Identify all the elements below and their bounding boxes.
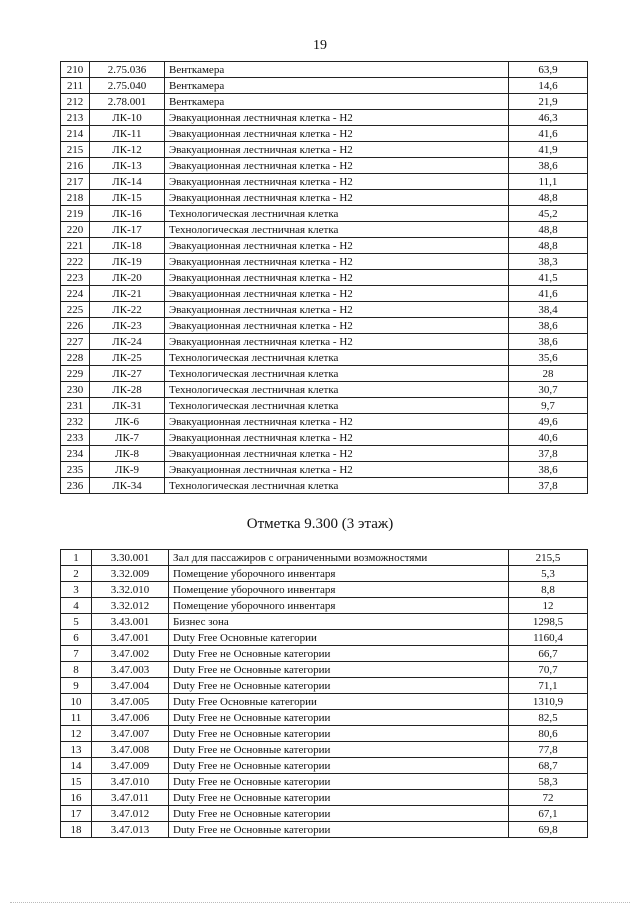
row-number: 7 — [61, 646, 92, 662]
table-row — [61, 158, 588, 174]
room-area: 46,3 — [509, 110, 588, 126]
row-number: 5 — [61, 614, 92, 630]
table-row — [61, 646, 588, 662]
page-number: 19 — [313, 38, 327, 53]
table-row — [61, 142, 588, 158]
room-code: ЛК-24 — [90, 334, 165, 350]
table-row — [61, 302, 588, 318]
row-number: 218 — [61, 190, 90, 206]
table-row — [61, 790, 588, 806]
row-number: 230 — [61, 382, 90, 398]
table-row — [61, 174, 588, 190]
room-area: 8,8 — [509, 582, 588, 598]
room-name: Эвакуационная лестничная клетка - Н2 — [165, 446, 509, 462]
table-row — [61, 726, 588, 742]
table-row — [61, 566, 588, 582]
row-number: 12 — [61, 726, 92, 742]
room-name: Технологическая лестничная клетка — [165, 222, 509, 238]
room-name: Технологическая лестничная клетка — [165, 398, 509, 414]
room-area: 215,5 — [509, 550, 588, 566]
table-row — [61, 414, 588, 430]
table-row — [61, 742, 588, 758]
room-area: 48,8 — [509, 222, 588, 238]
room-code: 3.47.005 — [92, 694, 169, 710]
row-number: 235 — [61, 462, 90, 478]
room-name: Duty Free Основные категории — [169, 630, 509, 646]
room-code: 3.32.010 — [92, 582, 169, 598]
row-number: 11 — [61, 710, 92, 726]
room-name: Эвакуационная лестничная клетка - Н2 — [165, 414, 509, 430]
room-area: 80,6 — [509, 726, 588, 742]
room-name: Эвакуационная лестничная клетка - Н2 — [165, 110, 509, 126]
table-row — [61, 430, 588, 446]
room-name: Duty Free Основные категории — [169, 694, 509, 710]
room-name: Duty Free не Основные категории — [169, 790, 509, 806]
room-area: 63,9 — [509, 62, 588, 78]
room-name: Duty Free не Основные категории — [169, 742, 509, 758]
table-row — [61, 630, 588, 646]
room-code: 3.30.001 — [92, 550, 169, 566]
room-name: Эвакуационная лестничная клетка - Н2 — [165, 286, 509, 302]
table-row — [61, 462, 588, 478]
room-area: 48,8 — [509, 238, 588, 254]
table-row — [61, 550, 588, 566]
room-code: ЛК-22 — [90, 302, 165, 318]
row-number: 222 — [61, 254, 90, 270]
room-code: ЛК-25 — [90, 350, 165, 366]
room-area: 66,7 — [509, 646, 588, 662]
row-number: 8 — [61, 662, 92, 678]
room-code: 3.47.009 — [92, 758, 169, 774]
room-area: 30,7 — [509, 382, 588, 398]
room-code: 3.47.012 — [92, 806, 169, 822]
room-name: Помещение уборочного инвентаря — [169, 598, 509, 614]
room-code: 2.75.040 — [90, 78, 165, 94]
room-code: ЛК-34 — [90, 478, 165, 494]
room-area: 1160,4 — [509, 630, 588, 646]
room-code: ЛК-12 — [90, 142, 165, 158]
rooms-table-level-3 — [60, 549, 588, 838]
row-number: 226 — [61, 318, 90, 334]
room-name: Duty Free не Основные категории — [169, 678, 509, 694]
row-number: 10 — [61, 694, 92, 710]
room-area: 14,6 — [509, 78, 588, 94]
room-code: ЛК-13 — [90, 158, 165, 174]
room-area: 48,8 — [509, 190, 588, 206]
room-name: Эвакуационная лестничная клетка - Н2 — [165, 302, 509, 318]
table-row — [61, 710, 588, 726]
room-code: ЛК-23 — [90, 318, 165, 334]
room-code: ЛК-16 — [90, 206, 165, 222]
room-code: 3.47.011 — [92, 790, 169, 806]
table-row — [61, 238, 588, 254]
room-area: 41,6 — [509, 286, 588, 302]
room-name: Эвакуационная лестничная клетка - Н2 — [165, 334, 509, 350]
row-number: 15 — [61, 774, 92, 790]
room-name: Венткамера — [165, 94, 509, 110]
room-name: Венткамера — [165, 62, 509, 78]
row-number: 233 — [61, 430, 90, 446]
room-area: 38,4 — [509, 302, 588, 318]
table-row — [61, 350, 588, 366]
row-number: 9 — [61, 678, 92, 694]
room-name: Duty Free не Основные категории — [169, 758, 509, 774]
room-area: 12 — [509, 598, 588, 614]
table-row — [61, 694, 588, 710]
room-code: ЛК-7 — [90, 430, 165, 446]
room-code: 3.32.009 — [92, 566, 169, 582]
room-code: ЛК-19 — [90, 254, 165, 270]
room-area: 38,3 — [509, 254, 588, 270]
room-name: Технологическая лестничная клетка — [165, 366, 509, 382]
room-code: ЛК-14 — [90, 174, 165, 190]
table-row — [61, 366, 588, 382]
room-code: ЛК-27 — [90, 366, 165, 382]
room-code: ЛК-6 — [90, 414, 165, 430]
room-code: 3.43.001 — [92, 614, 169, 630]
room-area: 68,7 — [509, 758, 588, 774]
room-name: Duty Free не Основные категории — [169, 806, 509, 822]
room-name: Duty Free не Основные категории — [169, 726, 509, 742]
room-area: 49,6 — [509, 414, 588, 430]
room-code: ЛК-31 — [90, 398, 165, 414]
row-number: 4 — [61, 598, 92, 614]
room-area: 41,6 — [509, 126, 588, 142]
rooms-table-body — [61, 550, 588, 838]
room-name: Помещение уборочного инвентаря — [169, 566, 509, 582]
room-code: 3.47.004 — [92, 678, 169, 694]
row-number: 211 — [61, 78, 90, 94]
row-number: 232 — [61, 414, 90, 430]
room-area: 11,1 — [509, 174, 588, 190]
room-area: 35,6 — [509, 350, 588, 366]
table-row — [61, 62, 588, 78]
room-area: 38,6 — [509, 158, 588, 174]
room-name: Эвакуационная лестничная клетка - Н2 — [165, 462, 509, 478]
table-row — [61, 382, 588, 398]
table-row — [61, 286, 588, 302]
room-code: 3.47.010 — [92, 774, 169, 790]
room-code: ЛК-15 — [90, 190, 165, 206]
table-row — [61, 254, 588, 270]
room-name: Эвакуационная лестничная клетка - Н2 — [165, 190, 509, 206]
rooms-table-level-2 — [60, 61, 588, 494]
room-name: Эвакуационная лестничная клетка - Н2 — [165, 174, 509, 190]
room-name: Эвакуационная лестничная клетка - Н2 — [165, 126, 509, 142]
row-number: 17 — [61, 806, 92, 822]
room-name: Технологическая лестничная клетка — [165, 206, 509, 222]
row-number: 18 — [61, 822, 92, 838]
row-number: 223 — [61, 270, 90, 286]
table-row — [61, 478, 588, 494]
row-number: 1 — [61, 550, 92, 566]
table-row — [61, 446, 588, 462]
table-row — [61, 78, 588, 94]
room-area: 67,1 — [509, 806, 588, 822]
table-row — [61, 398, 588, 414]
row-number: 6 — [61, 630, 92, 646]
room-name: Помещение уборочного инвентаря — [169, 582, 509, 598]
room-code: ЛК-21 — [90, 286, 165, 302]
room-code: ЛК-11 — [90, 126, 165, 142]
row-number: 225 — [61, 302, 90, 318]
room-name: Венткамера — [165, 78, 509, 94]
table-row — [61, 190, 588, 206]
room-code: ЛК-18 — [90, 238, 165, 254]
row-number: 216 — [61, 158, 90, 174]
room-code: 3.47.001 — [92, 630, 169, 646]
table-row — [61, 758, 588, 774]
room-area: 72 — [509, 790, 588, 806]
row-number: 213 — [61, 110, 90, 126]
room-name: Технологическая лестничная клетка — [165, 478, 509, 494]
room-code: ЛК-20 — [90, 270, 165, 286]
room-area: 28 — [509, 366, 588, 382]
room-name: Эвакуационная лестничная клетка - Н2 — [165, 238, 509, 254]
row-number: 219 — [61, 206, 90, 222]
room-code: ЛК-17 — [90, 222, 165, 238]
room-area: 71,1 — [509, 678, 588, 694]
room-name: Технологическая лестничная клетка — [165, 350, 509, 366]
room-code: 3.47.002 — [92, 646, 169, 662]
room-code: 3.32.012 — [92, 598, 169, 614]
room-name: Duty Free не Основные категории — [169, 646, 509, 662]
table-row — [61, 614, 588, 630]
row-number: 221 — [61, 238, 90, 254]
table-row — [61, 206, 588, 222]
room-area: 38,6 — [509, 462, 588, 478]
row-number: 212 — [61, 94, 90, 110]
room-name: Технологическая лестничная клетка — [165, 382, 509, 398]
table-row — [61, 806, 588, 822]
room-code: 3.47.003 — [92, 662, 169, 678]
room-name: Зал для пассажиров с ограниченными возможностями — [169, 550, 509, 566]
room-area: 41,5 — [509, 270, 588, 286]
row-number: 227 — [61, 334, 90, 350]
room-area: 82,5 — [509, 710, 588, 726]
room-code: 2.75.036 — [90, 62, 165, 78]
row-number: 3 — [61, 582, 92, 598]
room-name: Бизнес зона — [169, 614, 509, 630]
room-code: 2.78.001 — [90, 94, 165, 110]
table-row — [61, 126, 588, 142]
row-number: 236 — [61, 478, 90, 494]
room-area: 40,6 — [509, 430, 588, 446]
table-row — [61, 270, 588, 286]
room-code: 3.47.007 — [92, 726, 169, 742]
room-area: 45,2 — [509, 206, 588, 222]
room-code: 3.47.013 — [92, 822, 169, 838]
table-row — [61, 334, 588, 350]
room-area: 37,8 — [509, 478, 588, 494]
row-number: 231 — [61, 398, 90, 414]
table-row — [61, 774, 588, 790]
row-number: 210 — [61, 62, 90, 78]
table-row — [61, 662, 588, 678]
room-area: 38,6 — [509, 318, 588, 334]
page-bottom-divider — [10, 902, 630, 903]
room-code: 3.47.008 — [92, 742, 169, 758]
room-area: 69,8 — [509, 822, 588, 838]
table-row — [61, 678, 588, 694]
room-name: Эвакуационная лестничная клетка - Н2 — [165, 318, 509, 334]
row-number: 229 — [61, 366, 90, 382]
row-number: 16 — [61, 790, 92, 806]
room-name: Duty Free не Основные категории — [169, 774, 509, 790]
room-area: 58,3 — [509, 774, 588, 790]
table-row — [61, 318, 588, 334]
table-row — [61, 582, 588, 598]
room-area: 1298,5 — [509, 614, 588, 630]
row-number: 234 — [61, 446, 90, 462]
room-name: Duty Free не Основные категории — [169, 822, 509, 838]
table-row — [61, 110, 588, 126]
room-name: Duty Free не Основные категории — [169, 710, 509, 726]
table-row — [61, 222, 588, 238]
room-code: ЛК-28 — [90, 382, 165, 398]
row-number: 228 — [61, 350, 90, 366]
room-name: Эвакуационная лестничная клетка - Н2 — [165, 142, 509, 158]
room-name: Duty Free не Основные категории — [169, 662, 509, 678]
room-area: 21,9 — [509, 94, 588, 110]
table-row — [61, 94, 588, 110]
row-number: 215 — [61, 142, 90, 158]
room-name: Эвакуационная лестничная клетка - Н2 — [165, 430, 509, 446]
room-area: 70,7 — [509, 662, 588, 678]
room-area: 37,8 — [509, 446, 588, 462]
room-area: 1310,9 — [509, 694, 588, 710]
room-name: Эвакуационная лестничная клетка - Н2 — [165, 254, 509, 270]
table-row — [61, 598, 588, 614]
room-code: ЛК-9 — [90, 462, 165, 478]
row-number: 14 — [61, 758, 92, 774]
room-area: 38,6 — [509, 334, 588, 350]
room-code: 3.47.006 — [92, 710, 169, 726]
row-number: 224 — [61, 286, 90, 302]
room-code: ЛК-8 — [90, 446, 165, 462]
room-area: 9,7 — [509, 398, 588, 414]
room-code: ЛК-10 — [90, 110, 165, 126]
room-area: 41,9 — [509, 142, 588, 158]
room-name: Эвакуационная лестничная клетка - Н2 — [165, 158, 509, 174]
room-area: 5,3 — [509, 566, 588, 582]
row-number: 2 — [61, 566, 92, 582]
room-name: Эвакуационная лестничная клетка - Н2 — [165, 270, 509, 286]
row-number: 217 — [61, 174, 90, 190]
section-title: Отметка 9.300 (3 этаж) — [246, 516, 394, 532]
rooms-table-body — [61, 62, 588, 494]
row-number: 13 — [61, 742, 92, 758]
table-row — [61, 822, 588, 838]
row-number: 214 — [61, 126, 90, 142]
row-number: 220 — [61, 222, 90, 238]
room-area: 77,8 — [509, 742, 588, 758]
